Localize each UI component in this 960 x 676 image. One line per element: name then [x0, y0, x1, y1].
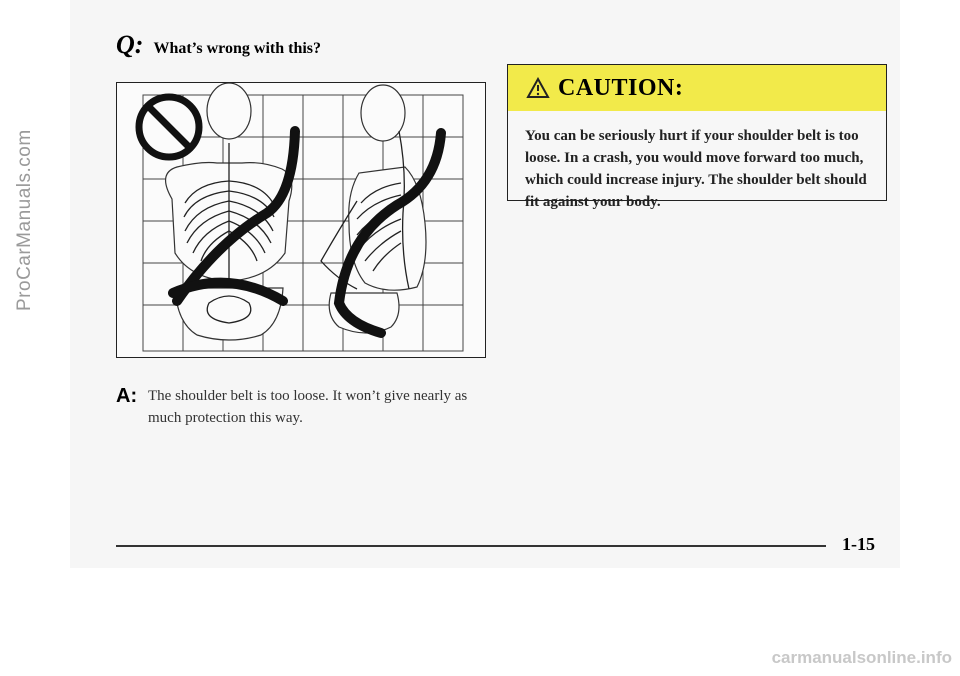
caution-box — [507, 64, 887, 210]
caution-title: CAUTION: — [558, 74, 684, 101]
caution-body: You can be seriously hurt if your shoulder belt is too loose. In a crash, you would move forward too much, which could increase injury. The shoulder belt should fit against your body. — [525, 128, 867, 210]
question-line — [116, 30, 321, 58]
question-text: What’s wrong with this? — [153, 40, 322, 57]
page-number: 1-15 — [842, 534, 875, 554]
answer-line — [116, 385, 496, 429]
answer-text: The shoulder belt is too loose. It won’t give nearly as much protection this way. — [148, 388, 468, 426]
illustration-frame — [116, 82, 486, 358]
bottom-watermark: carmanualsonline.info — [771, 648, 952, 667]
warning-triangle-icon — [526, 77, 550, 99]
side-watermark: ProCarManuals.com — [14, 129, 35, 311]
prohibition-icon — [139, 97, 199, 157]
answer-mark: A: — [116, 385, 138, 407]
footer-rule — [116, 545, 826, 547]
caution-header — [508, 65, 886, 111]
question-mark: Q: — [116, 30, 144, 59]
